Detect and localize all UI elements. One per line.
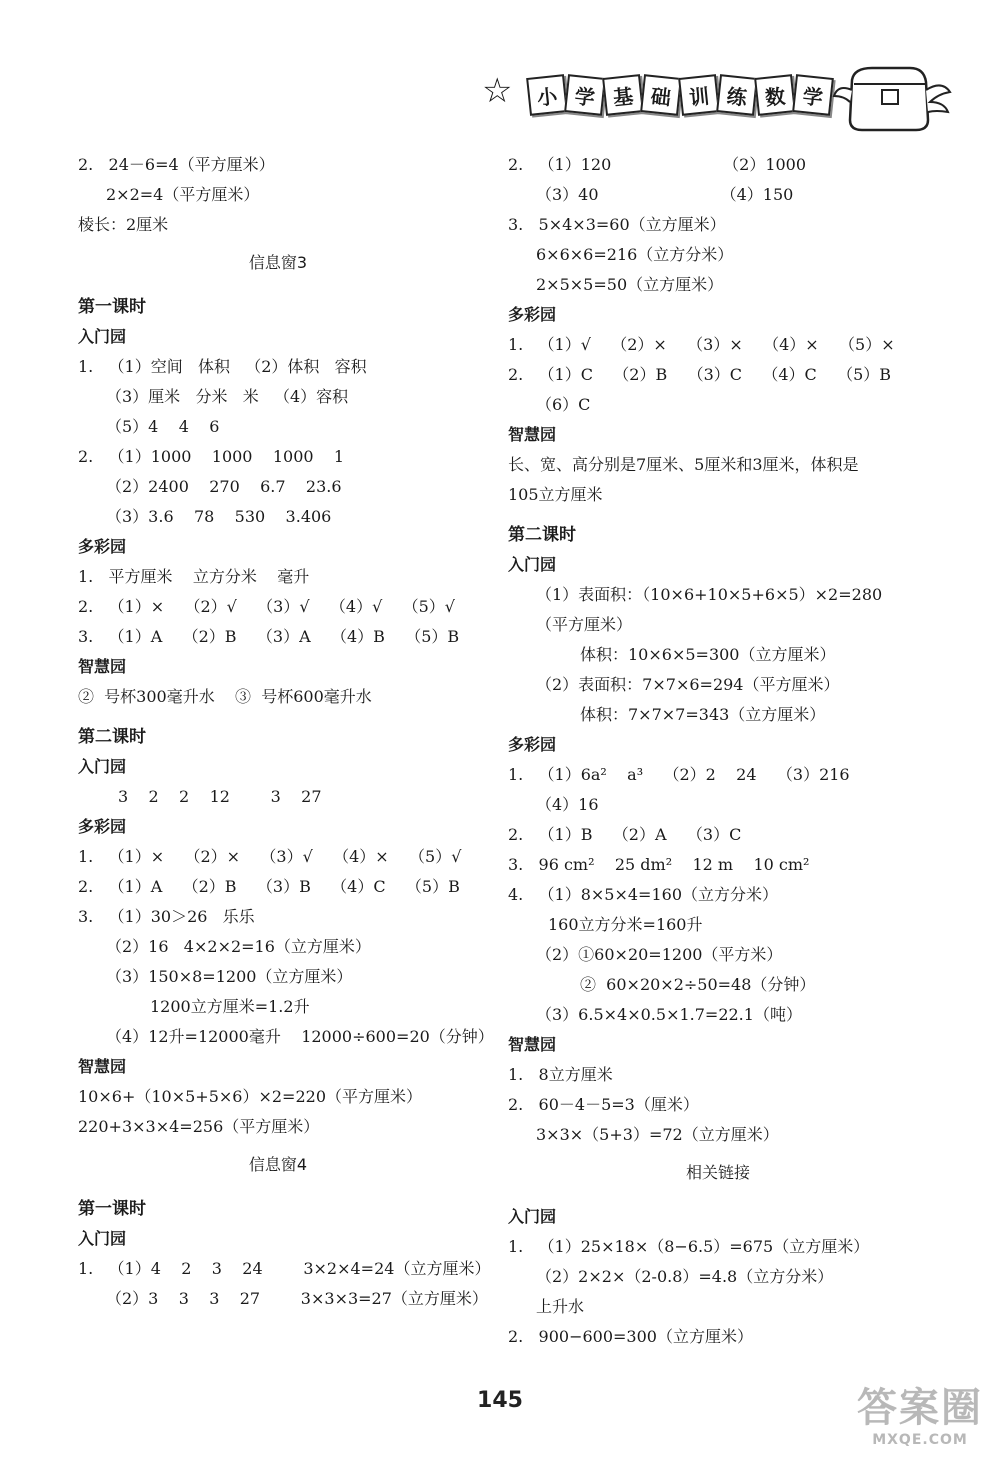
answer-line: （2）表面积：7×7×6=294（平方厘米） (536, 675, 840, 694)
answer-line: 1. （1）4 2 3 24 3×2×4=24（立方厘米） (78, 1259, 491, 1278)
lesson-heading: 第一课时 (78, 1199, 146, 1219)
answer-line: 2. 900−600=300（立方厘米） (508, 1327, 753, 1346)
answer-line: 棱长：2厘米 (78, 215, 169, 234)
section-heading: 入门园 (78, 1229, 127, 1248)
title-tile: 小 (526, 74, 568, 116)
answer-line: 2. （1）B （2）A （3）C (508, 825, 742, 844)
answer-line: （4）12升=12000毫升 12000÷600=20（分钟） (106, 1027, 494, 1046)
answer-line: （1）表面积：（10×6+10×5+6×5）×2=280 (536, 585, 883, 604)
lesson-heading: 第一课时 (78, 297, 146, 317)
answer-line: （6）C (536, 395, 591, 414)
answer-line: 2. （1）1000 1000 1000 1 (78, 447, 345, 466)
right-column (508, 150, 928, 1352)
answer-line: （5）4 4 6 (106, 417, 220, 436)
section-heading: 智慧园 (508, 425, 557, 444)
answer-line: （3）6.5×4×0.5×1.7=22.1（吨） (536, 1005, 802, 1024)
answer-line: 1. （1）√ （2）× （3）× （4）× （5）× (508, 335, 895, 354)
page-number: 145 (477, 1388, 523, 1413)
answer-line: （2）2400 270 6.7 23.6 (106, 477, 342, 496)
section-heading: 智慧园 (78, 657, 127, 676)
answer-line: 2. （1）120 （2）1000 (508, 155, 807, 174)
answer-line: 105立方厘米 (508, 485, 603, 504)
answer-line: 1. 8立方厘米 (508, 1065, 613, 1084)
answer-line: 2. （1）A （2）B （3）B （4）C （5）B (78, 877, 460, 896)
title-tile: 础 (640, 74, 682, 116)
left-column (78, 150, 494, 1314)
answer-line: 3. （1）A （2）B （3）A （4）B （5）B (78, 627, 460, 646)
answer-line: （2）3 3 3 27 3×3×3=27（立方厘米） (106, 1289, 488, 1308)
answer-line: 1. （1）× （2）× （3）√ （4）× （5）√ (78, 847, 462, 866)
title-tile: 练 (716, 74, 758, 116)
answer-line: 1200立方厘米=1.2升 (150, 997, 310, 1016)
info-window-title: 相关链接 (685, 1163, 750, 1182)
answer-line: 2. （1）C （2）B （3）C （4）C （5）B (508, 365, 892, 384)
section-heading: 多彩园 (78, 817, 127, 836)
answer-line: （平方厘米） (536, 615, 633, 634)
answer-line: 2. 24－6=4（平方厘米） (78, 155, 275, 174)
lesson-heading: 第二课时 (508, 525, 576, 545)
watermark-url: MXQE.COM (872, 1432, 968, 1448)
answer-line: 4. （1）8×5×4=160（立方分米） (508, 885, 779, 904)
answer-line: 3. 96 cm² 25 dm² 12 m 10 cm² (508, 855, 810, 874)
answer-line: 1. （1）25×18×（8−6.5）=675（立方厘米） (508, 1237, 870, 1256)
title-tile: 训 (678, 74, 720, 116)
answer-line: 2×2=4（平方厘米） (106, 185, 260, 204)
answer-line: （4）16 (536, 795, 599, 814)
lesson-heading: 第二课时 (78, 727, 146, 747)
answer-line: （2）16 4×2×2=16（立方厘米） (106, 937, 371, 956)
section-heading: 入门园 (508, 1207, 557, 1226)
title-tile: 基 (602, 74, 644, 116)
book-series-banner (460, 40, 980, 140)
section-heading: 多彩园 (508, 305, 557, 324)
answer-line: 1. （1）6a² a³ （2）2 24 （3）216 (508, 765, 850, 784)
title-tile: 数 (754, 74, 796, 116)
answer-line: 2. 60－4－5=3（厘米） (508, 1095, 699, 1114)
title-tile: 学 (564, 74, 606, 116)
answer-line: 体积：10×6×5=300（立方厘米） (580, 645, 836, 664)
title-tile: 学 (792, 74, 834, 116)
answer-line: （3）40 （4）150 (536, 185, 794, 204)
answer-line: 10×6+（10×5+5×6）×2=220（平方厘米） (78, 1087, 423, 1106)
answer-line: 上升水 (536, 1297, 585, 1316)
answer-line: 3 2 2 12 3 27 (118, 787, 322, 806)
answer-line: 3×3×（5+3）=72（立方厘米） (536, 1125, 779, 1144)
answer-line: 6×6×6=216（立方分米） (536, 245, 734, 264)
watermark-logo (850, 1384, 990, 1464)
flying-schoolbag-icon (832, 50, 952, 140)
info-window-title: 信息窗4 (248, 1155, 308, 1174)
answer-line: 220+3×3×4=256（平方厘米） (78, 1117, 320, 1136)
answer-line: （2）①60×20=1200（平方米） (536, 945, 783, 964)
section-heading: 多彩园 (78, 537, 127, 556)
watermark-title: 答案圈 (857, 1385, 983, 1431)
answer-line: 2. （1）× （2）√ （3）√ （4）√ （5）√ (78, 597, 455, 616)
answer-line: 3. 5×4×3=60（立方厘米） (508, 215, 726, 234)
section-heading: 入门园 (78, 757, 127, 776)
section-heading: 多彩园 (508, 735, 557, 754)
section-heading: 入门园 (78, 327, 127, 346)
answer-line: （3）150×8=1200（立方厘米） (106, 967, 353, 986)
answer-line: 2×5×5=50（立方厘米） (536, 275, 724, 294)
section-heading: 入门园 (508, 555, 557, 574)
section-heading: 智慧园 (508, 1035, 557, 1054)
answer-line: 160立方分米=160升 (548, 915, 703, 934)
info-window-title: 信息窗3 (248, 253, 308, 272)
answer-line: 1. （1）空间 体积 （2）体积 容积 (78, 357, 367, 376)
star-icon: ☆ (482, 71, 513, 111)
answer-line: 长、宽、高分别是7厘米、5厘米和3厘米，体积是 (508, 455, 859, 474)
answer-line: （2）2×2×（2-0.8）=4.8（立方分米） (536, 1267, 834, 1286)
section-heading: 智慧园 (78, 1057, 127, 1076)
answer-line: 体积：7×7×7=343（立方厘米） (580, 705, 826, 724)
answer-line: ② 60×20×2÷50=48（分钟） (580, 975, 816, 994)
answer-line: （3）厘米 分米 米 （4）容积 (106, 387, 349, 406)
answer-line: 3. （1）30＞26 乐乐 (78, 907, 255, 926)
answer-line: （3）3.6 78 530 3.406 (106, 507, 332, 526)
answer-line: 1. 平方厘米 立方分米 毫升 (78, 567, 310, 586)
answer-line: ② 号杯300毫升水 ③ 号杯600毫升水 (78, 687, 372, 706)
